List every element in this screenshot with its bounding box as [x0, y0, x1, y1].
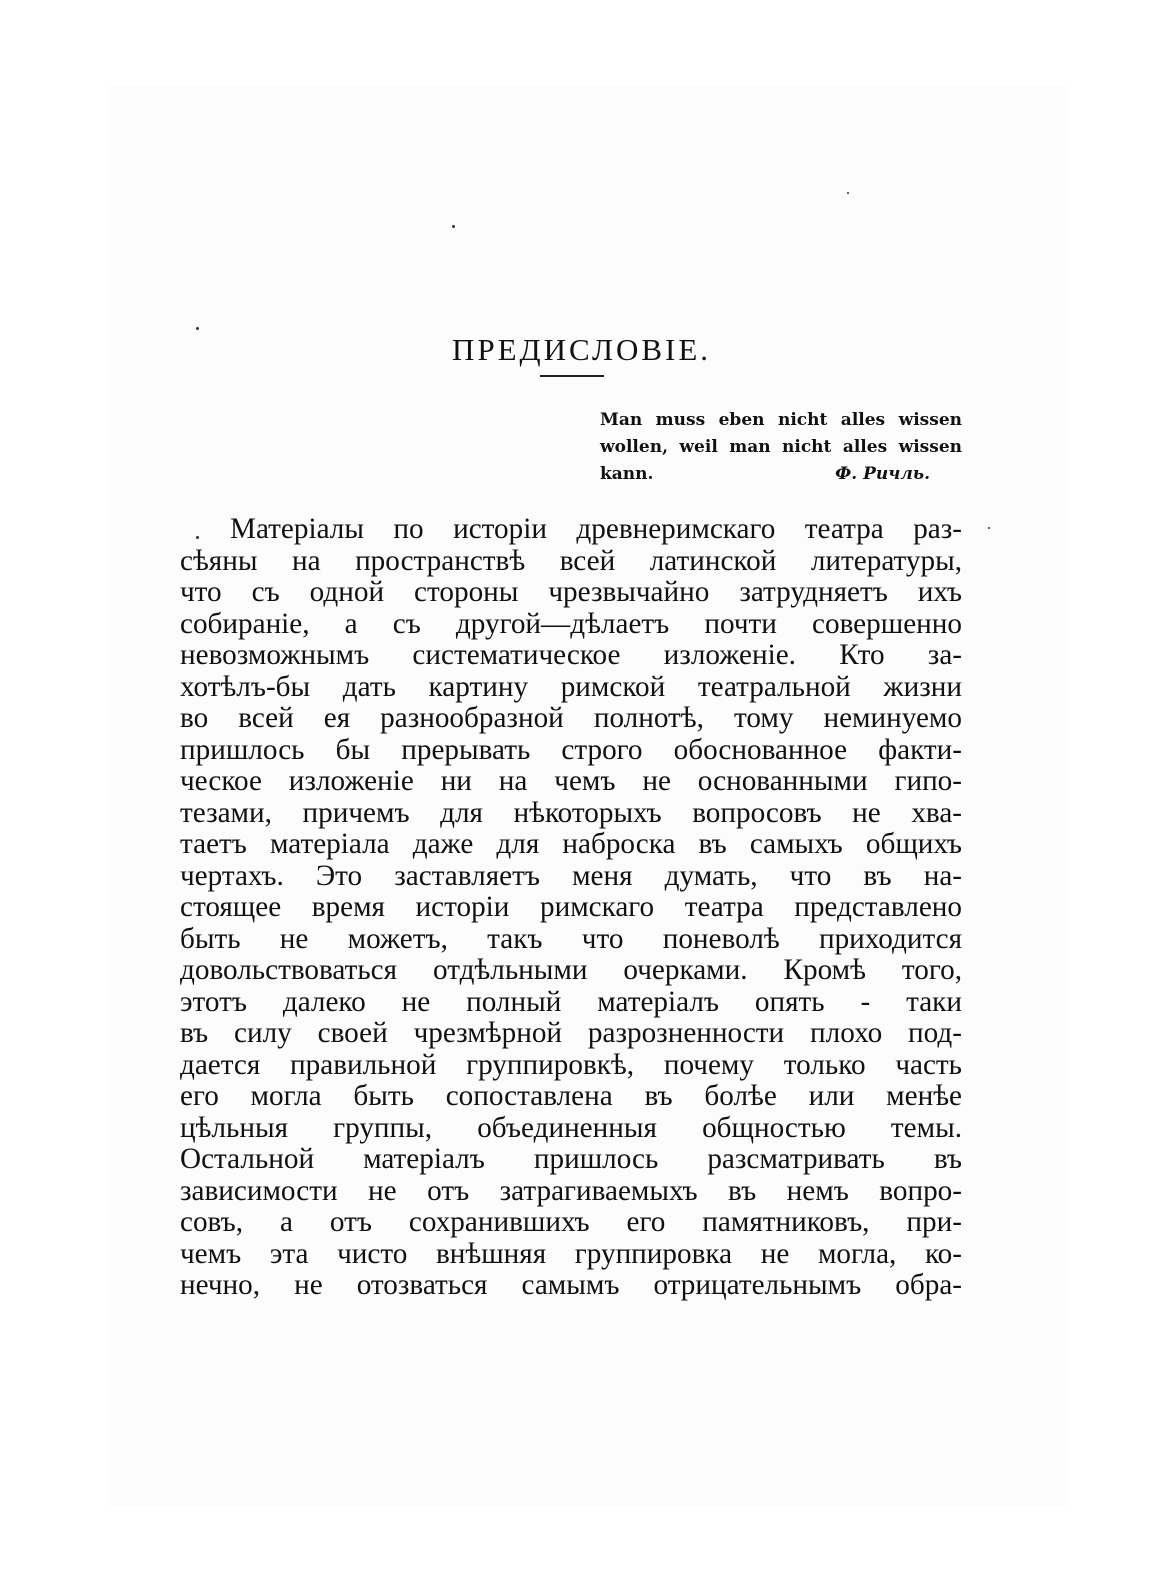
body-line: что съ одной стороны чрезвычайно затрудняетъ ихъ — [180, 576, 962, 608]
body-line: сѣяны на пространствѣ всей латинской литературы, — [180, 544, 962, 577]
body-line: дается правильной группировкѣ, почему только часть — [180, 1048, 962, 1081]
title-divider — [540, 375, 604, 377]
body-line: собираніе, а съ другой—дѣлаетъ почти совершенно — [180, 607, 962, 640]
print-speck — [988, 527, 990, 529]
body-line: таетъ матеріала даже для наброска въ самыхъ общихъ — [180, 828, 962, 860]
body-line: тезами, причемъ для нѣкоторыхъ вопросовъ не хва- — [180, 796, 962, 829]
body-line: цѣльныя группы, объединенныя общностью темы. — [180, 1111, 962, 1144]
body-line: пришлось бы прерывать строго обоснованное факти- — [180, 733, 962, 766]
epigraph-last-line — [600, 461, 962, 488]
body-line: Матеріалы по исторіи древнеримскаго театра раз- — [230, 513, 962, 545]
epigraph-author: Ф. Ричль. — [835, 464, 930, 484]
body-line: невозможнымъ систематическое изложеніе. Кто за- — [180, 639, 962, 671]
body-line: Остальной матеріалъ пришлось разсматривать въ — [180, 1143, 962, 1175]
body-line: зависимости не отъ затрагиваемыхъ въ немъ вопро- — [180, 1174, 962, 1207]
body-line: хотѣлъ-бы дать картину римской театральной жизни — [180, 670, 962, 703]
body-paragraph — [180, 514, 962, 1302]
page-title: ПРЕДИСЛОВІЕ. — [451, 331, 712, 367]
body-line: чемъ эта чисто внѣшняя группировка не могла, ко- — [180, 1237, 962, 1270]
body-line: нечно, не отозваться самымъ отрицательнымъ обра- — [180, 1269, 962, 1301]
body-line: стоящее время исторіи римскаго театра представлено — [180, 891, 962, 923]
body-line: чертахъ. Это заставляетъ меня думать, что въ на- — [180, 859, 962, 892]
body-line: довольствоваться отдѣльными очерками. Кромѣ того, — [180, 954, 962, 986]
body-line: во всей ея разнообразной полнотѣ, тому неминуемо — [180, 702, 962, 734]
epigraph — [600, 407, 962, 488]
body-line: быть не можетъ, такъ что поневолѣ приходится — [180, 922, 962, 955]
epigraph-line: wollen, weil man nicht alles wissen — [600, 437, 962, 457]
body-line: его могла быть сопоставлена въ болѣе или менѣе — [180, 1080, 962, 1112]
body-line: ческое изложеніе ни на чемъ не основанными гипо- — [180, 765, 962, 797]
epigraph-line: Man muss eben nicht alles wissen — [600, 410, 962, 430]
epigraph-line: kann. — [600, 464, 654, 484]
body-line: этотъ далеко не полный матеріалъ опять - таки — [180, 985, 962, 1018]
print-speck — [196, 327, 199, 330]
print-speck — [847, 192, 849, 194]
body-line: совъ, а отъ сохранившихъ его памятниковъ, при- — [180, 1206, 962, 1238]
print-speck — [452, 225, 455, 228]
body-line: въ силу своей чрезмѣрной разрозненности плохо под- — [180, 1017, 962, 1049]
